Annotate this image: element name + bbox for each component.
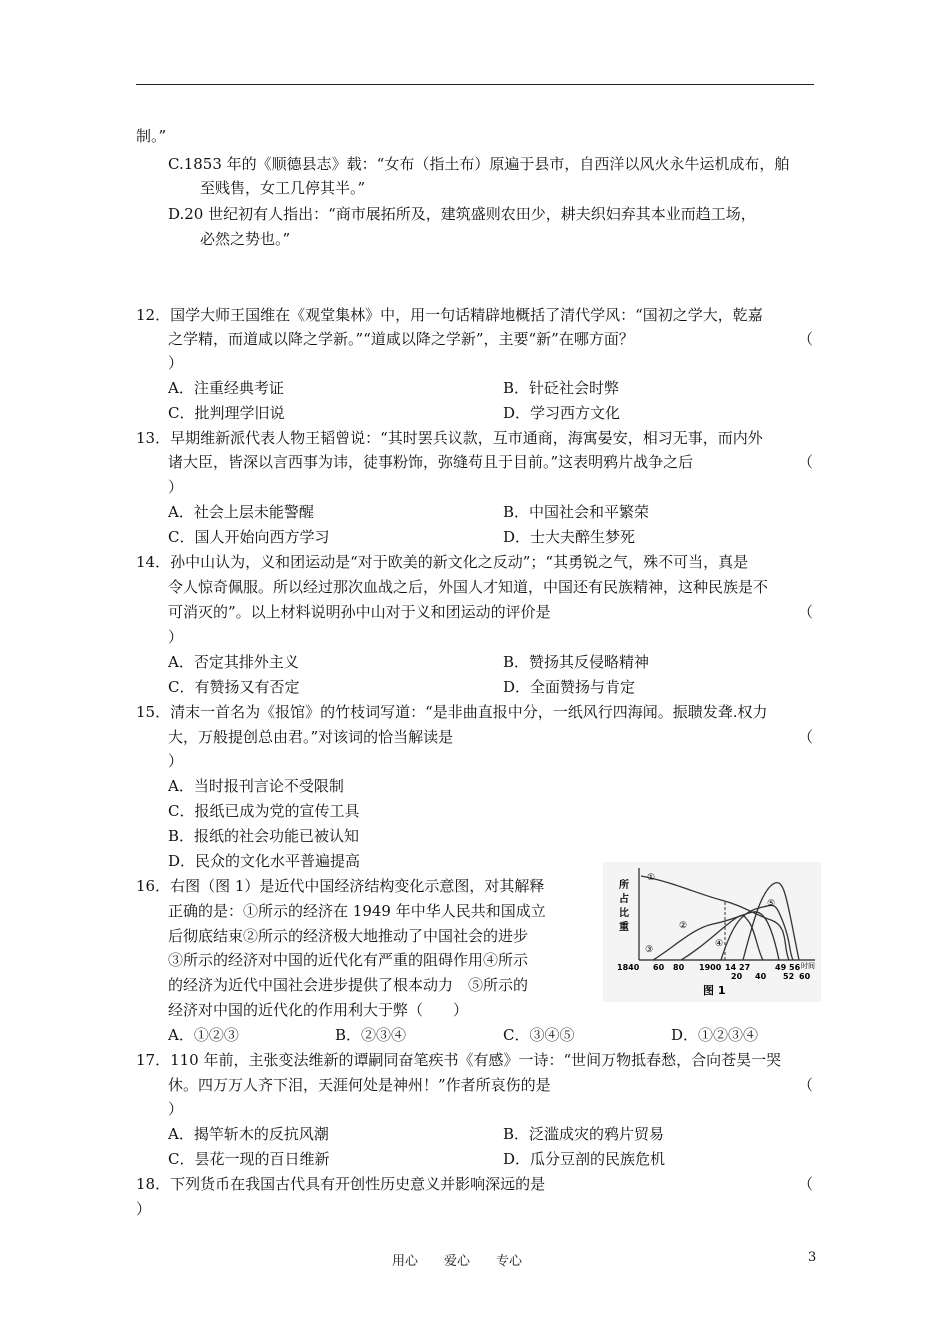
marker-5: ⑤ bbox=[767, 899, 776, 909]
text-line: （ bbox=[798, 1175, 814, 1193]
xtick-60: 60 bbox=[653, 963, 665, 972]
text-line: A．当时报刊言论不受限制 bbox=[168, 777, 344, 795]
text-line: C．批判理学旧说 bbox=[168, 404, 285, 422]
text-line: 经济对中国的近代化的作用利大于弊（ ） bbox=[168, 1001, 469, 1019]
text-line: B．报纸的社会功能已被认知 bbox=[168, 827, 360, 845]
curve-bureaucratic-capital bbox=[721, 905, 793, 960]
text-line: 14．孙中山认为，义和团运动是“对于欧美的新文化之反动”；“其勇锐之气，殊不可当，真是 bbox=[136, 553, 749, 571]
xtick-14: 14 bbox=[725, 963, 737, 972]
text-line: 15．清末一首名为《报馆》的竹枝词写道：“是非曲直报中分，一纸风行四海闻。振聩发聋.权力 bbox=[136, 703, 768, 721]
ylabel-3: 比 bbox=[619, 908, 629, 919]
text-line: A．否定其排外主义 bbox=[168, 653, 299, 671]
text-line: 诸大臣，皆深以言西事为讳，徒事粉饰，弥缝苟且于目前。”这表明鸦片战争之后 bbox=[168, 453, 694, 471]
text-line: ） bbox=[168, 478, 184, 496]
xtick-1840: 1840 bbox=[617, 963, 640, 972]
text-line: 17．110 年前，主张变法维新的谭嗣同奋笔疾书《有感》一诗：“世间万物抵春愁，合向苍昊一哭 bbox=[136, 1051, 782, 1069]
text-line: B．泛滥成灾的鸦片贸易 bbox=[503, 1125, 665, 1143]
text-line: C．有赞扬又有否定 bbox=[168, 678, 300, 696]
text-line: C.1853 年的《顺德县志》载：“女布（指土布）原遍于县市，自西洋以风火永牛运机成布，舶 bbox=[168, 155, 790, 173]
text-line: D．全面赞扬与肯定 bbox=[503, 678, 636, 696]
xtick-56: 56 bbox=[789, 963, 801, 972]
xtick-49: 49 bbox=[775, 963, 787, 972]
text-line: C．③④⑤ bbox=[503, 1026, 575, 1044]
marker-3: ③ bbox=[645, 945, 654, 955]
text-line: 之学精，而道咸以降之学新。”“道咸以降之学新”，主要“新”在哪方面？ bbox=[168, 330, 634, 348]
text-line: 可消灭的”。以上材料说明孙中山对于义和团运动的评价是 bbox=[168, 603, 551, 621]
ylabel-1: 所 bbox=[619, 880, 629, 891]
text-line: 至贱售，女工几停其半。” bbox=[200, 179, 366, 197]
text-line: A．①②③ bbox=[168, 1026, 239, 1044]
ylabel-4: 重 bbox=[619, 922, 629, 933]
text-line: B．②③④ bbox=[335, 1026, 407, 1044]
xtick-40: 40 bbox=[755, 972, 767, 981]
text-line: 16．右图（图 1）是近代中国经济结构变化示意图，对其解释 bbox=[136, 877, 545, 895]
text-line: C．昙花一现的百日维新 bbox=[168, 1150, 330, 1168]
text-line: ③所示的经济对中国的近代化有严重的阻碍作用④所示 bbox=[168, 951, 529, 969]
marker-1: ① bbox=[647, 873, 656, 883]
text-line: ） bbox=[168, 628, 184, 646]
figure-caption: 图 1 bbox=[703, 984, 726, 997]
text-line: D．民众的文化水平普遍提高 bbox=[168, 852, 361, 870]
figure-chart bbox=[603, 862, 821, 1002]
text-line: ） bbox=[168, 752, 184, 770]
text-line: B．赞扬其反侵略精神 bbox=[503, 653, 650, 671]
text-line: A．社会上层未能警醒 bbox=[168, 503, 314, 521]
text-line: D．瓜分豆剖的民族危机 bbox=[503, 1150, 666, 1168]
text-line: 13．早期维新派代表人物王韬曾说：“其时罢兵议款，互市通商，海寓晏安，相习无事，而内外 bbox=[136, 429, 763, 447]
text-line: ） bbox=[168, 1100, 184, 1118]
xtick-52: 52 bbox=[783, 972, 795, 981]
text-line: 大，万般提创总由君。”对该词的恰当解读是 bbox=[168, 728, 454, 746]
text-line: 令人惊奇佩服。所以经过那次血战之后，外国人才知道，中国还有民族精神，这种民族是不 bbox=[168, 578, 769, 596]
footer-motto: 用心 爱心 专心 bbox=[392, 1254, 523, 1269]
text-line: （ bbox=[798, 728, 814, 746]
xaxis-end-label: 时间 bbox=[801, 962, 815, 970]
header-rule bbox=[136, 84, 814, 85]
xtick-60b: 60 bbox=[799, 972, 811, 981]
text-line: ） bbox=[168, 354, 184, 372]
text-line: D．士大夫醉生梦死 bbox=[503, 528, 636, 546]
text-line: C．报纸已成为党的宣传工具 bbox=[168, 802, 360, 820]
text-line: D．学习西方文化 bbox=[503, 404, 621, 422]
text-line: A．揭竿斩木的反抗风潮 bbox=[168, 1125, 329, 1143]
xtick-80: 80 bbox=[673, 963, 685, 972]
ylabel-2: 占 bbox=[619, 894, 629, 905]
text-line: D．①②③④ bbox=[671, 1026, 759, 1044]
text-line: 必然之势也。” bbox=[200, 230, 291, 248]
text-line: （ bbox=[798, 330, 814, 348]
text-line: （ bbox=[798, 603, 814, 621]
text-line: B．中国社会和平繁荣 bbox=[503, 503, 650, 521]
text-line: D.20 世纪初有人指出：“商市展拓所及，建筑盛则农田少，耕夫织妇弃其本业而趋工场， bbox=[168, 205, 756, 223]
xtick-20: 20 bbox=[731, 972, 743, 981]
text-line: 18．下列货币在我国古代具有开创性历史意义并影响深远的是 bbox=[136, 1175, 546, 1193]
xtick-27: 27 bbox=[739, 963, 751, 972]
text-line: （ bbox=[798, 1076, 814, 1094]
page-number: 3 bbox=[808, 1250, 817, 1265]
text-line: 制。” bbox=[136, 127, 167, 145]
marker-4: ④ bbox=[715, 939, 724, 949]
text-line: 正确的是：①所示的经济在 1949 年中华人民共和国成立 bbox=[168, 902, 546, 920]
economic-structure-figure bbox=[603, 862, 821, 1002]
text-line: C．国人开始向西方学习 bbox=[168, 528, 330, 546]
text-line: 12．国学大师王国维在《观堂集林》中，用一句话精辟地概括了清代学风：“国初之学大，乾嘉 bbox=[136, 306, 763, 324]
text-line: 后彻底结束②所示的经济极大地推动了中国社会的进步 bbox=[168, 927, 529, 945]
xtick-1900: 1900 bbox=[699, 963, 722, 972]
marker-2: ② bbox=[679, 921, 688, 931]
text-line: （ bbox=[798, 453, 814, 471]
text-line: 休。四万万人齐下泪，天涯何处是神州！”作者所哀伤的是 bbox=[168, 1076, 551, 1094]
text-line: B．针砭社会时弊 bbox=[503, 379, 620, 397]
text-line: 的经济为近代中国社会进步提供了根本动力 ⑤所示的 bbox=[168, 976, 529, 994]
text-line: ） bbox=[136, 1200, 152, 1218]
text-line: A．注重经典考证 bbox=[168, 379, 284, 397]
